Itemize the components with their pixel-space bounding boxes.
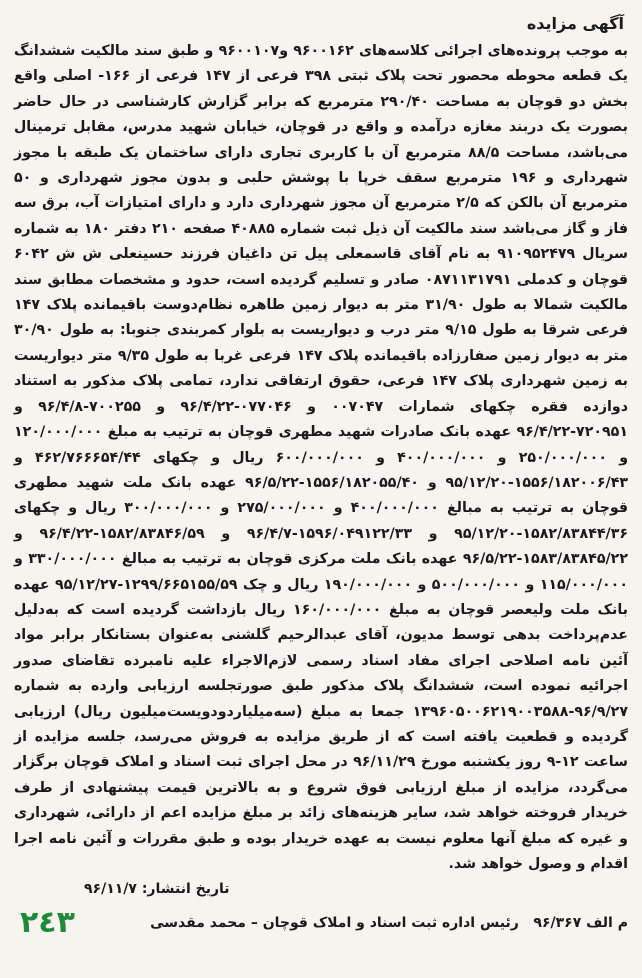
- footer-line: [150, 915, 628, 931]
- footer-reference: م الف ۹۶/۳۶۷: [533, 914, 628, 931]
- notice-footer: [14, 905, 628, 940]
- footer-signature: رئیس اداره ثبت اسناد و املاک قوچان – محمد مقدسی: [150, 914, 519, 931]
- notice-body-text: به موجب پرونده‌های اجرائی کلاسه‌های ۹۶۰۰۱۶۲ و۹۶۰۰۱۰۷ و طبق سند مالکیت ششدانگ یک قطعه محوطه محصور تحت پلاک ثبتی ۳۹۸ فرعی از ۱۴۷ فرعی از ۱۶۶- اصلی واقع بخش دو قوچان به مساحت ۲۹۰/۴۰ مترمربع که برابر گزارش کارشناسی در حال حاضر بصورت یک دربند مغازه درآمده و واقع در قوچان، خیابان شهید مدرس، مقابل ترمینال می‌باشد، مساحت ۸۸/۵ مترمربع آن با کاربری تجاری دارای ساختمان یک طبقه با مجوز شهرداری و ۱۹۶ مترمربع سقف خرپا با پوشش حلبی و بدون مجوز شهرداری و ۵۰ مترمربع آن بالکن که ۲/۵ مترمربع آن مجوز شهرداری دارد و دارای امتیازات آب، برق سه فاز و گاز می‌باشد سند مالکیت آن ذیل ثبت شماره ۴۰۸۸۵ صفحه ۲۱۰ دفتر ۱۸۰ به شماره سریال ۹۱۰۹۵۲۴۷۹ به نام آقای قاسمعلی پیل تن داغیان فرزند حسینعلی ش ش ۶۰۴۲ قوچان و کدملی ۰۸۷۱۱۳۱۷۹۱ صادر و تسلیم گردیده است، حدود و مشخصات مطابق سند مالکیت شمالا به طول ۳۱/۹۰ متر به دیوار زمین طاهره نظام‌دوست باقیمانده پلاک ۱۴۷ فرعی شرقا به طول ۹/۱۵ متر درب و دیواریست به بلوار کمربندی جنوبا: به طول ۳۰/۹۰ متر به دیوار زمین صفارزاده باقیمانده پلاک ۱۴۷ فرعی غربا به طول ۹/۳۵ متر دیواریست به زمین شهرداری پلاک ۱۴۷ فرعی، حقوق ارتفاقی ندارد، تمامی پلاک مذکور به استناد دوازده فقره چکهای شمارات ۰۰۷۰۴۷ و ۰۷۷۰۴۶-۹۶/۴/۲۲ و ۷۰۰۲۵۵-۹۶/۴/۸ و ۷۲۰۹۵۱-۹۶/۴/۲۲ عهده بانک صادرات شهید مطهری قوچان به ترتیب به مبلغ ۱۲۰/۰۰۰/۰۰۰ و ۲۵۰/۰۰۰/۰۰۰ و ۴۰۰/۰۰۰/۰۰۰ و ۶۰۰/۰۰۰/۰۰۰ ریال و چکهای ۴۶۲/۷۶۶۶۵۴/۴۴ و ۱۵۵۶/۱۸۲۰۰۶/۴۳-۹۵/۱۲/۲۰ و ۱۵۵۶/۱۸۲۰۵۵/۴۰-۹۶/۵/۲۲ عهده بانک ملت شهید مطهری قوچان به ترتیب به مبالغ ۴۰۰/۰۰۰/۰۰۰ و ۲۷۵/۰۰۰/۰۰۰ و ۳۰۰/۰۰۰/۰۰۰ ریال و چکهای ۱۵۸۲/۸۳۸۴۴/۳۶-۹۵/۱۲/۲۰ و ۱۵۹۶/۰۴۹۱۲۲/۳۳-۹۶/۴/۷ و ۱۵۸۲/۸۳۸۴۶/۵۹-۹۶/۴/۲۲ و ۱۵۸۳/۸۳۸۴۵/۲۲-۹۶/۵/۲۲ عهده بانک ملت مرکزی قوچان به ترتیب به مبالغ ۳۳۰/۰۰۰/۰۰۰ و ۱۱۵/۰۰۰/۰۰۰ و ۵۰۰/۰۰۰/۰۰۰ و ۱۹۰/۰۰۰/۰۰۰ ریال و چک ۱۲۹۹/۶۶۵۱۵۵/۵۹-۹۵/۱۲/۲۷ عهده بانک ملت ولیعصر قوچان به مبلغ ۱۶۰/۰۰۰/۰۰۰ ریال بازداشت گردیده است که به‌دلیل عدم‌پرداخت بدهی توسط مدیون، آقای عبدالرحیم گلشنی به‌عنوان بستانکار برابر مواد آئین نامه اصلاحی اجرای مفاد اسناد رسمی لازم‌الاجراء علیه نامبرده تقاضای صدور اجرائیه نموده است، ششدانگ پلاک مذکور طبق صورتجلسه ارزیابی وارده به شماره ۹۶/۹/۲۷-۱۳۹۶۰۵۰۰۶۲۱۹۰۰۳۵۸۸ جمعا به مبلغ (سه‌میلیاردودویست‌میلیون ریال) ارزیابی گردیده و قطعیت یافته است که از طریق مزایده به فروش می‌رسد، جلسه مزایده از ساعت ۱۲-۹ روز یکشنبه مورخ ۹۶/۱۱/۲۹ در محل اجرای ثبت اسناد و املاک قوچان برگزار می‌گردد، مزایده از مبلغ ارزیابی فوق شروع و به بالاترین قیمت پیشنهادی از طرف خریدار فروخته خواهد شد، سایر هزینه‌های زائد بر مبلغ مزایده اعم از دارائی، شهرداری و غیره که مبلغ آنها معلوم نیست به عهده خریدار بوده و طبق مقررات و آئین نامه اجرا اقدام و وصول خواهد شد.: [14, 43, 629, 872]
- notice-title: آگهی مزایده: [526, 14, 624, 33]
- publication-date: تاریخ انتشار: ۹۶/۱۱/۷: [84, 881, 230, 898]
- notice-body: [14, 39, 628, 877]
- handwritten-number-stamp: ٢٤٣: [20, 905, 75, 941]
